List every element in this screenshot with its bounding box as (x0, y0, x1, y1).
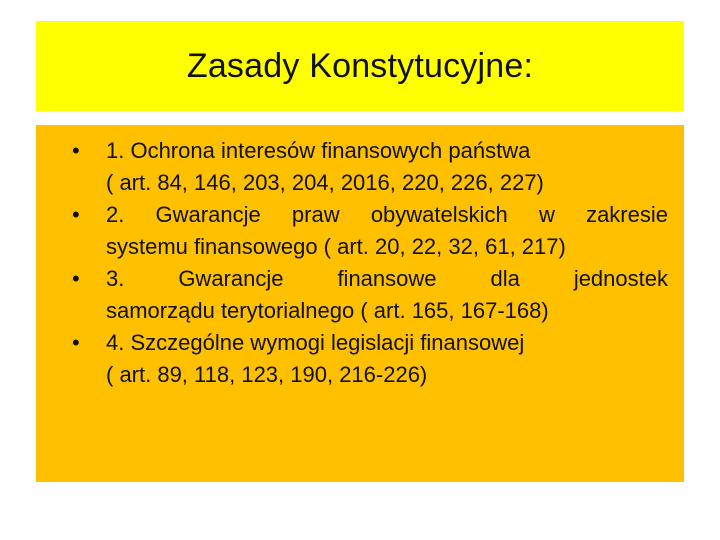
bullet-line: 1. Ochrona interesów finansowych państwa (106, 138, 531, 163)
content-box (36, 125, 684, 482)
bullet-icon: • (72, 202, 80, 227)
bullet-line: 3. Gwarancje finansowe dla jednostek (106, 266, 668, 291)
title-box (36, 21, 684, 111)
bullet-icon: • (72, 266, 80, 291)
bullet-icon: • (72, 138, 80, 163)
bullet-line: ( art. 84, 146, 203, 204, 2016, 220, 226, 227) (106, 170, 544, 195)
bullet-line: samorządu terytorialnego ( art. 165, 167-168) (106, 298, 549, 323)
bullet-line: 2. Gwarancje praw obywatelskich w zakresie (106, 202, 668, 227)
bullet-line: 4. Szczególne wymogi legislacji finansowej (106, 330, 525, 355)
bullet-list (36, 125, 684, 391)
bullet-line: ( art. 89, 118, 123, 190, 216-226) (106, 362, 428, 387)
bullet-line: systemu finansowego ( art. 20, 22, 32, 61, 217) (106, 234, 566, 259)
bullet-item-3 (72, 263, 668, 327)
bullet-item-4 (72, 327, 668, 391)
bullet-item-1 (72, 135, 668, 199)
slide-title: Zasady Konstytucyjne: (186, 46, 534, 85)
bullet-item-2 (72, 199, 668, 263)
bullet-icon: • (72, 330, 80, 355)
